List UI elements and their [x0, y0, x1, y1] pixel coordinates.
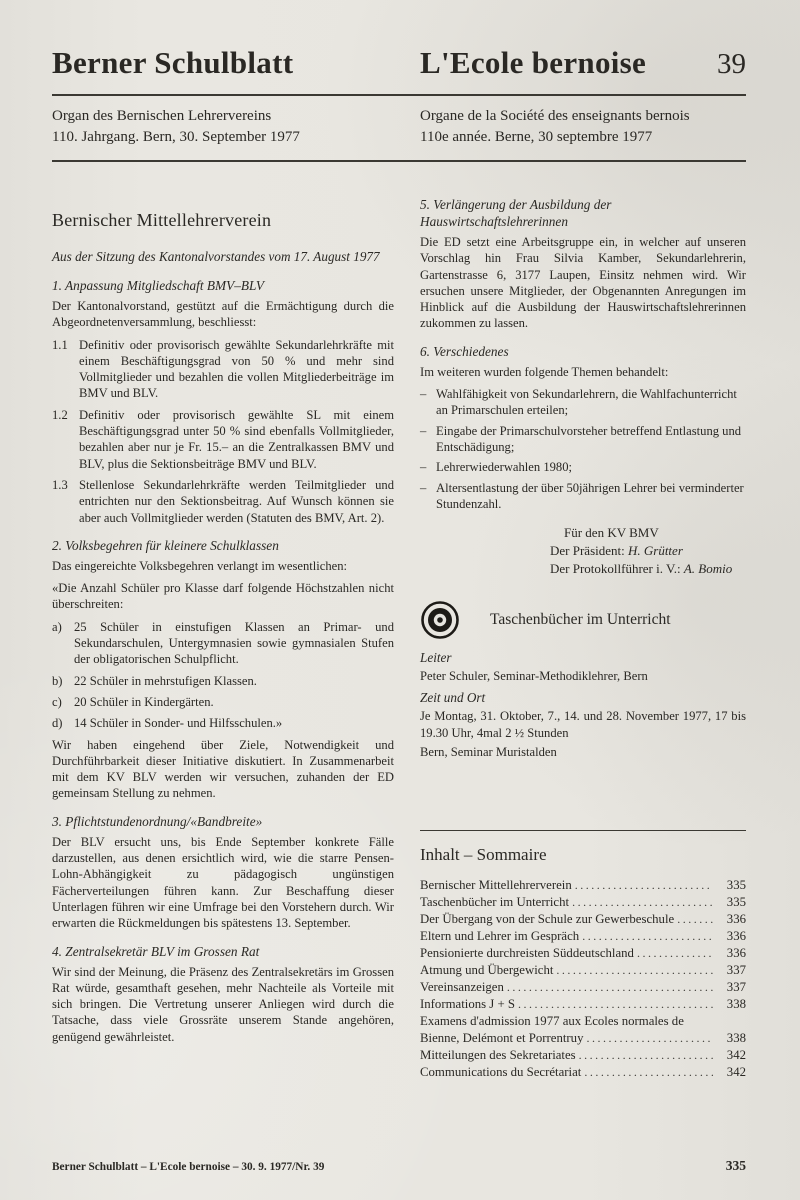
toc-leader-dots [677, 911, 713, 928]
toc-entry-page: 336 [726, 912, 746, 927]
lettered-item [52, 619, 394, 668]
item-text: 14 Schüler in Sonder- und Hilfsschulen.» [74, 716, 283, 731]
toc-entry-page: 335 [726, 895, 746, 910]
section-6-intro: Im weiteren wurden folgende Themen behandelt: [420, 364, 669, 379]
item-letter: c) [52, 694, 62, 709]
toc-leader-dots [556, 962, 713, 979]
item-text: 22 Schüler in mehrstufigen Klassen. [74, 673, 257, 688]
item-text: Eingabe der Primarschulvorsteher betreffend Entlastung und Entschädigung; [436, 423, 742, 454]
toc-entry [420, 877, 746, 894]
toc-entry [420, 1064, 746, 1081]
toc-entry-label: Pensionierte durchreisten Süddeutschland [420, 946, 634, 961]
section-6-title: 6. Verschiedenes [420, 343, 509, 359]
item-text: 25 Schüler in einstufigen Klassen an Primar- und Sekundarschulen, Untergymnasien sowie gymnasialen Stufen der obligatorischen Schulpflicht. [74, 619, 394, 667]
course-leader-name: Peter Schuler, Seminar-Methodiklehrer, Bern [420, 669, 648, 684]
item-letter: a) [52, 619, 62, 634]
toc-leader-dots [575, 877, 713, 894]
section-2-intro: Das eingereichte Volksbegehren verlangt im wesentlichen: [52, 558, 348, 573]
organ-line-french-1: Organe de la Société des enseignants bernois [420, 108, 690, 124]
organ-line-german-2: 110. Jahrgang. Bern, 30. September 1977 [52, 129, 300, 145]
toc-entry-page: 342 [726, 1065, 746, 1080]
numbered-item [52, 407, 394, 472]
page-footer [52, 1158, 746, 1174]
toc-entry-label: Der Übergang von der Schule zur Gewerbeschule [420, 912, 675, 927]
toc-entry-page: 336 [726, 946, 746, 961]
section-5-body: Die ED setzt eine Arbeitsgruppe ein, in welcher auf unseren Vorschlag hin Frau Silvia Kamber, Sekundarlehrerin, Gartenstrasse 6, 3177 Laupen, Einsitz nehmen wird. Wir ersuchen unsere Mitglieder, der Obgenannten Anregungen im Hinblick auf die Ausbildung der Hauswirtschaftslehrerinnen zukommen zu lassen. [420, 235, 746, 331]
signature-block [420, 524, 746, 578]
course-location: Bern, Seminar Muristalden [420, 745, 557, 760]
toc-entry-page: 337 [726, 963, 746, 978]
item-text: Stellenlose Sekundarlehrkräfte werden Teilmitglieder und entrichten nur den Sektionsbeitrag. Auf Wunsch können sie aber auch Vollmitglieder werden (Statuten des BMV, Art. 2). [79, 477, 394, 525]
toc-entry [420, 962, 746, 979]
masthead-title-french: L'Ecole bernoise [420, 45, 647, 80]
dash-bullet [420, 459, 436, 475]
course-header [420, 600, 746, 640]
toc-entry-page: 338 [726, 1031, 746, 1046]
dash-item [420, 423, 746, 456]
section-4-title: 4. Zentralsekretär BLV im Grossen Rat [52, 943, 260, 959]
dash-bullet [420, 480, 436, 513]
toc-heading: Inhalt – Sommaire [420, 845, 547, 865]
course-time-label: Zeit und Ort [420, 690, 486, 706]
signature-org: Für den KV BMV [564, 525, 659, 541]
section-3-title: 3. Pflichtstundenordnung/«Bandbreite» [52, 813, 263, 829]
toc-entry-label: Vereinsanzeigen [420, 980, 504, 995]
toc-entry [420, 945, 746, 962]
item-letter: d) [52, 716, 63, 731]
item-number: 1.2 [52, 407, 68, 422]
masthead-title-german: Berner Schulblatt [52, 45, 294, 80]
signature-president-label: Der Präsident: [550, 543, 625, 559]
section-3-body: Der BLV ersucht uns, bis Ende September konkrete Fälle darzustellen, aus denen ersichtlich wird, wie die starre Pensen-Lohn-Abhängigkeit zu pädagogisch ungünstigen Fächerverteilungen führen kann. Zur Beschaffung dieser Unterlagen führen wir eine Umfrage bei den Vorstehern durch. Wir erwarten die Rückmeldungen bis spätestens 13. September. [52, 834, 394, 931]
toc-entry-page: 336 [726, 929, 746, 944]
toc-entry [420, 1047, 746, 1064]
lettered-item [52, 694, 394, 710]
dash-bullet [420, 423, 436, 456]
toc-entry-label: Examens d'admission 1977 aux Ecoles normales de [420, 1014, 684, 1029]
toc-entry-label: Bernischer Mittellehrerverein [420, 878, 572, 893]
item-letter: b) [52, 673, 63, 688]
section-2-title: 2. Volksbegehren für kleinere Schulklassen [52, 537, 279, 553]
signature-secretary [550, 560, 746, 578]
toc-entry [420, 996, 746, 1013]
course-title: Taschenbücher im Unterricht [490, 611, 671, 629]
toc-entry-label: Eltern und Lehrer im Gespräch [420, 929, 580, 944]
session-note: Aus der Sitzung des Kantonalvorstandes vom 17. August 1977 [52, 249, 380, 264]
toc-entry-page: 338 [726, 997, 746, 1012]
dash-item [420, 480, 746, 513]
toc-entry-label: Taschenbücher im Unterricht [420, 895, 570, 910]
issue-number: 39 [717, 48, 746, 80]
toc-leader-dots [507, 979, 713, 996]
toc-leader-dots [518, 996, 713, 1013]
toc-leader-dots [637, 945, 713, 962]
item-number: 1.3 [52, 477, 68, 492]
course-announcement [420, 600, 746, 760]
toc-entry-page: 337 [726, 980, 746, 995]
course-time-details: Je Montag, 31. Oktober, 7., 14. und 28. November 1977, 17 bis 19.30 Uhr, 4mal 2 ½ Stunden [420, 709, 746, 740]
lettered-item [52, 715, 394, 731]
body-columns [52, 162, 746, 1081]
toc-entry [420, 1013, 746, 1030]
item-text: Definitiv oder provisorisch gewählte SL mit einem Beschäftigungsgrad unter 50 % sind ebenfalls Vollmitglieder, bezahlen aber nur je Fr. 15.– an die Zentralkassen BMV und BLV, plus die Sektionsbeiträge BMV und BLV. [79, 407, 394, 471]
toc-entry [420, 894, 746, 911]
toc-entry-label: Atmung und Übergewicht [420, 963, 554, 978]
concentric-circles-logo-icon [420, 600, 460, 640]
toc-leader-dots [572, 894, 713, 911]
article-heading: Bernischer Mittellehrerverein [52, 210, 272, 230]
item-text: 20 Schüler in Kindergärten. [74, 694, 214, 709]
toc-entry [420, 1030, 746, 1047]
toc-entry-label: Mitteilungen des Sekretariates [420, 1048, 576, 1063]
masthead-subtitle [52, 96, 746, 160]
dash-item [420, 386, 746, 419]
toc-leader-dots [584, 1064, 713, 1081]
section-1-intro: Der Kantonalvorstand, gestützt auf die Ermächtigung durch die Abgeordnetenversammlung, beschliesst: [52, 299, 394, 330]
section-5-title: 5. Verlängerung der Ausbildung der Hauswirtschaftslehrerinnen [420, 197, 612, 229]
left-column [52, 162, 394, 1051]
toc-entry-label: Informations J + S [420, 997, 516, 1012]
toc-entry-page: 335 [726, 878, 746, 893]
footer-journal-line: Berner Schulblatt – L'Ecole bernoise – 30. 9. 1977/Nr. 39 [52, 1161, 325, 1173]
right-column [420, 162, 746, 1081]
section-4-body: Wir sind der Meinung, die Präsenz des Zentralsekretärs im Grossen Rat würde, gesamthaft gesehen, mehr Nachteile als Vorteile mit sich bringen. Die Vertretung unserer Anliegen wird durch die Tatsache, dass viele Grossräte unserem Stande angehören, genügend gewährleistet. [52, 964, 394, 1044]
item-text: Altersentlastung der über 50jährigen Lehrer bei verminderter Stundenzahl. [436, 480, 744, 511]
item-number: 1.1 [52, 337, 68, 352]
organ-line-french-2: 110e année. Berne, 30 septembre 1977 [420, 129, 653, 145]
toc-entry [420, 979, 746, 996]
item-text: Definitiv oder provisorisch gewählte Sekundarlehrkräfte mit einem Beschäftigungsgrad von 50 % und mehr sind Vollmitglieder und bezahlen die vollen Mitgliederbeiträge im BMV und BLV. [79, 337, 394, 401]
signature-secretary-name: A. Bomio [683, 561, 733, 577]
toc-leader-dots [579, 1047, 713, 1064]
toc-entry-page: 342 [726, 1048, 746, 1063]
toc-leader-dots [586, 1030, 713, 1047]
dash-item [420, 459, 746, 475]
toc-entry [420, 911, 746, 928]
footer-page-number: 335 [725, 1158, 746, 1173]
organ-line-german-1: Organ des Bernischen Lehrervereins [52, 108, 272, 124]
table-of-contents [420, 877, 746, 1081]
masthead [52, 46, 746, 81]
numbered-item [52, 337, 394, 402]
toc-leader-dots [582, 928, 713, 945]
toc-entry-label: Communications du Secrétariat [420, 1065, 582, 1080]
signature-president-name: H. Grütter [627, 543, 683, 559]
dash-bullet [420, 386, 436, 419]
signature-president [550, 542, 746, 560]
course-leader-label: Leiter [420, 650, 452, 666]
item-text: Lehrerwiederwahlen 1980; [436, 460, 573, 475]
toc-divider [420, 830, 746, 831]
section-2-quote-intro: «Die Anzahl Schüler pro Klasse darf folgende Höchstzahlen nicht überschreiten: [52, 581, 394, 612]
section-2-outro: Wir haben eingehend über Ziele, Notwendigkeit und Durchführbarkeit dieser Initiative diskutiert. In Zusammenarbeit mit dem KV BLV werden wir versuchen, zuhanden der ED gemeinsam Stellung zu nehmen. [52, 737, 394, 801]
section-1-title: 1. Anpassung Mitgliedschaft BMV–BLV [52, 278, 264, 293]
numbered-item [52, 477, 394, 526]
toc-entry-label: Bienne, Delémont et Porrentruy [420, 1031, 584, 1046]
signature-secretary-label: Der Protokollführer i. V.: [550, 561, 681, 577]
toc-entry [420, 928, 746, 945]
lettered-item [52, 673, 394, 689]
item-text: Wahlfähigkeit von Sekundarlehrern, die Wahlfachunterricht an Primarschulen erteilen; [436, 387, 737, 418]
